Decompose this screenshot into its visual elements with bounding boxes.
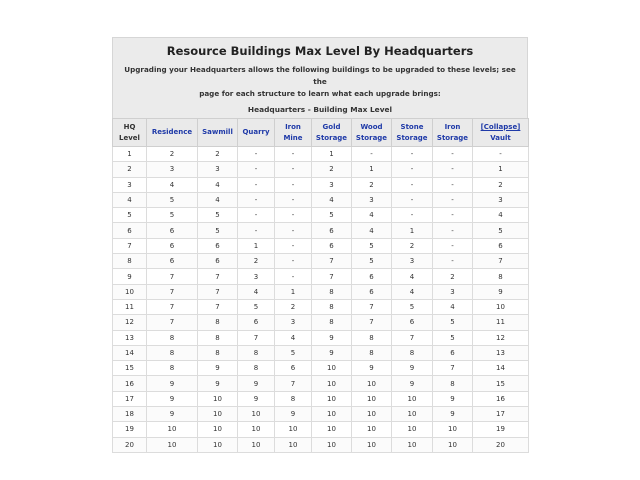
table-cell: - [433, 177, 473, 192]
table-cell: 3 [113, 177, 147, 192]
table-cell: - [392, 147, 433, 162]
table-cell: 10 [352, 407, 392, 422]
table-cell: 12 [113, 315, 147, 330]
table-cell: - [275, 238, 312, 253]
table-cell: 9 [275, 407, 312, 422]
table-cell: 7 [147, 299, 198, 314]
table-cell: 1 [275, 284, 312, 299]
table-cell: 9 [147, 391, 198, 406]
table-cell: 5 [433, 330, 473, 345]
table-cell: - [275, 223, 312, 238]
description [117, 64, 523, 100]
table-cell: 5 [198, 208, 238, 223]
table-cell: 4 [392, 284, 433, 299]
table-cell: 20 [473, 437, 529, 452]
table-cell: - [392, 192, 433, 207]
table-cell: 9 [352, 361, 392, 376]
table-cell: 6 [275, 361, 312, 376]
table-cell: 2 [433, 269, 473, 284]
table-cell: 10 [352, 422, 392, 437]
table-cell: 9 [433, 407, 473, 422]
table-cell: 8 [392, 345, 433, 360]
table-cell: 9 [392, 361, 433, 376]
table-cell: 4 [113, 192, 147, 207]
collapse-link[interactable]: [Collapse] [480, 122, 521, 131]
table-cell: 3 [473, 192, 529, 207]
table-cell: 8 [147, 345, 198, 360]
table-cell: 10 [433, 422, 473, 437]
table-cell: 10 [198, 437, 238, 452]
table-cell: - [433, 223, 473, 238]
table-cell: 7 [198, 269, 238, 284]
col-hq-level: HQ Level [113, 119, 147, 147]
table-cell: 9 [312, 330, 352, 345]
table-row [113, 330, 529, 345]
table-cell: 6 [312, 223, 352, 238]
col-residence-link[interactable]: Residence [147, 119, 198, 147]
table-cell: 10 [352, 391, 392, 406]
table-cell: 8 [352, 345, 392, 360]
table-cell: 10 [352, 437, 392, 452]
table-cell: 9 [198, 376, 238, 391]
table-cell: - [433, 238, 473, 253]
table-cell: 2 [352, 177, 392, 192]
table-cell: 7 [147, 315, 198, 330]
table-cell: - [433, 192, 473, 207]
table-cell: 5 [352, 254, 392, 269]
table-body [113, 147, 529, 453]
table-cell: 2 [275, 299, 312, 314]
table-cell: 9 [147, 376, 198, 391]
table-cell: 8 [238, 345, 275, 360]
page-title: Resource Buildings Max Level By Headquarters [166, 44, 474, 58]
panel-header [112, 37, 528, 118]
table-cell: 13 [113, 330, 147, 345]
table-cell: 6 [198, 238, 238, 253]
table-cell: 6 [147, 238, 198, 253]
table-cell: - [238, 162, 275, 177]
table-cell: 3 [147, 162, 198, 177]
table-cell: - [473, 147, 529, 162]
table-cell: - [275, 254, 312, 269]
table-cell: 10 [392, 391, 433, 406]
table-cell: 13 [473, 345, 529, 360]
table-cell: 4 [198, 177, 238, 192]
table-cell: 5 [275, 345, 312, 360]
table-cell: 10 [312, 422, 352, 437]
col-iron-storage-link[interactable]: Iron Storage [433, 119, 473, 147]
table-cell: 8 [312, 315, 352, 330]
table-cell: 5 [147, 192, 198, 207]
table-row [113, 407, 529, 422]
table-cell: 8 [473, 269, 529, 284]
table-cell: 10 [113, 284, 147, 299]
table-cell: 18 [113, 407, 147, 422]
table-cell: 2 [147, 147, 198, 162]
table-cell: 14 [113, 345, 147, 360]
table-cell: 10 [238, 422, 275, 437]
table-row [113, 437, 529, 452]
table-cell: 9 [238, 391, 275, 406]
table-row [113, 315, 529, 330]
table-cell: 9 [473, 284, 529, 299]
table-cell: 6 [392, 315, 433, 330]
table-cell: 6 [312, 238, 352, 253]
table-row [113, 238, 529, 253]
table-cell: 7 [147, 284, 198, 299]
table-cell: 7 [113, 238, 147, 253]
col-wood-storage-link[interactable]: Wood Storage [352, 119, 392, 147]
table-cell: 6 [198, 254, 238, 269]
table-cell: 8 [352, 330, 392, 345]
table-cell: 10 [238, 437, 275, 452]
table-cell: 11 [473, 315, 529, 330]
table-cell: 9 [312, 345, 352, 360]
table-cell: 7 [238, 330, 275, 345]
table-cell: 10 [392, 407, 433, 422]
table-cell: 10 [275, 422, 312, 437]
table-cell: 6 [352, 284, 392, 299]
table-cell: - [238, 147, 275, 162]
table-cell: 6 [147, 254, 198, 269]
table-cell: - [238, 177, 275, 192]
table-cell: 5 [473, 223, 529, 238]
table-row [113, 192, 529, 207]
table-cell: 7 [275, 376, 312, 391]
table-row [113, 299, 529, 314]
table-cell: - [238, 208, 275, 223]
table-cell: 15 [473, 376, 529, 391]
table-cell: 8 [147, 330, 198, 345]
table-cell: 3 [352, 192, 392, 207]
table-subtitle: Headquarters - Building Max Level [247, 105, 393, 114]
table-cell: 4 [238, 284, 275, 299]
col-quarry-link[interactable]: Quarry [238, 119, 275, 147]
table-cell: 9 [113, 269, 147, 284]
table-cell: - [433, 147, 473, 162]
table-row [113, 254, 529, 269]
table-cell: - [392, 177, 433, 192]
table-cell: 7 [312, 269, 352, 284]
vault-link[interactable]: Vault [490, 133, 511, 142]
table-cell: 2 [312, 162, 352, 177]
table-cell: 7 [352, 315, 392, 330]
table-cell: 2 [473, 177, 529, 192]
table-cell: 9 [433, 391, 473, 406]
table-cell: 10 [433, 437, 473, 452]
table-cell: 10 [312, 391, 352, 406]
table-cell: 6 [147, 223, 198, 238]
table-cell: - [238, 192, 275, 207]
table-cell: 3 [238, 269, 275, 284]
table-cell: 17 [473, 407, 529, 422]
table-row [113, 223, 529, 238]
table-cell: 1 [113, 147, 147, 162]
table-cell: 9 [198, 361, 238, 376]
table-row [113, 376, 529, 391]
table-cell: 1 [473, 162, 529, 177]
table-cell: 4 [352, 223, 392, 238]
table-cell: 19 [473, 422, 529, 437]
table-cell: 10 [392, 422, 433, 437]
table-row [113, 162, 529, 177]
table-cell: 8 [312, 284, 352, 299]
table-cell: 5 [113, 208, 147, 223]
table-cell: 6 [113, 223, 147, 238]
table-cell: - [275, 192, 312, 207]
table-cell: 16 [113, 376, 147, 391]
table-cell: 8 [312, 299, 352, 314]
table-row [113, 361, 529, 376]
table-cell: 4 [198, 192, 238, 207]
table-row [113, 422, 529, 437]
table-cell: 7 [433, 361, 473, 376]
table-cell: 1 [392, 223, 433, 238]
table-cell: 7 [392, 330, 433, 345]
table-cell: 7 [198, 299, 238, 314]
table-row [113, 269, 529, 284]
max-level-table [112, 118, 529, 453]
table-header-row [113, 119, 529, 147]
table-cell: 8 [198, 315, 238, 330]
table-cell: 6 [433, 345, 473, 360]
table-cell: 2 [238, 254, 275, 269]
table-cell: 10 [147, 422, 198, 437]
table-cell: 2 [392, 238, 433, 253]
table-cell: 11 [113, 299, 147, 314]
table-cell: 10 [392, 437, 433, 452]
table-cell: 3 [275, 315, 312, 330]
table-cell: 3 [433, 284, 473, 299]
table-cell: - [433, 254, 473, 269]
table-cell: 10 [312, 407, 352, 422]
table-cell: 5 [392, 299, 433, 314]
table-cell: 4 [352, 208, 392, 223]
table-cell: - [275, 208, 312, 223]
table-cell: 20 [113, 437, 147, 452]
col-vault [473, 119, 529, 147]
table-cell: 7 [198, 284, 238, 299]
table-row [113, 147, 529, 162]
table-cell: - [433, 162, 473, 177]
table-cell: 6 [238, 315, 275, 330]
table-cell: 2 [113, 162, 147, 177]
table-row [113, 177, 529, 192]
table-cell: 8 [198, 345, 238, 360]
table-cell: 2 [198, 147, 238, 162]
table-cell: 9 [392, 376, 433, 391]
table-cell: - [275, 162, 312, 177]
table-cell: 10 [198, 407, 238, 422]
table-cell: 8 [147, 361, 198, 376]
table-cell: 3 [198, 162, 238, 177]
col-stone-storage-link[interactable]: Stone Storage [392, 119, 433, 147]
col-sawmill-link[interactable]: Sawmill [198, 119, 238, 147]
table-cell: 5 [433, 315, 473, 330]
table-cell: 3 [312, 177, 352, 192]
table-cell: 10 [275, 437, 312, 452]
table-cell: 8 [198, 330, 238, 345]
table-cell: 10 [312, 376, 352, 391]
table-cell: 10 [198, 422, 238, 437]
table-cell: - [433, 208, 473, 223]
table-cell: 17 [113, 391, 147, 406]
table-cell: - [238, 223, 275, 238]
table-cell: 5 [147, 208, 198, 223]
table-cell: 4 [433, 299, 473, 314]
table-cell: - [275, 269, 312, 284]
table-row [113, 345, 529, 360]
table-cell: 4 [473, 208, 529, 223]
table-cell: 8 [238, 361, 275, 376]
table-cell: 8 [275, 391, 312, 406]
description-line-2: page for each structure to learn what each upgrade brings: [199, 89, 441, 98]
table-cell: 4 [312, 192, 352, 207]
table-cell: 6 [473, 238, 529, 253]
table-cell: 5 [198, 223, 238, 238]
table-cell: 10 [312, 361, 352, 376]
table-cell: - [352, 147, 392, 162]
table-cell: - [275, 147, 312, 162]
table-cell: - [392, 208, 433, 223]
table-cell: 5 [238, 299, 275, 314]
table-cell: 16 [473, 391, 529, 406]
table-cell: 7 [147, 269, 198, 284]
table-cell: 8 [433, 376, 473, 391]
table-cell: 6 [352, 269, 392, 284]
table-cell: 7 [352, 299, 392, 314]
table-cell: 19 [113, 422, 147, 437]
col-gold-storage-link[interactable]: Gold Storage [312, 119, 352, 147]
description-line-1: Upgrading your Headquarters allows the following buildings to be upgraded to these levels; see the [124, 65, 516, 86]
table-cell: 8 [113, 254, 147, 269]
table-cell: 7 [312, 254, 352, 269]
table-cell: 10 [147, 437, 198, 452]
table-row [113, 391, 529, 406]
table-cell: 4 [147, 177, 198, 192]
table-cell: 5 [352, 238, 392, 253]
table-cell: 12 [473, 330, 529, 345]
table-cell: 9 [147, 407, 198, 422]
table-cell: 4 [392, 269, 433, 284]
table-cell: 5 [312, 208, 352, 223]
resource-buildings-panel [112, 37, 528, 453]
col-iron-mine-link[interactable]: Iron Mine [275, 119, 312, 147]
table-cell: 10 [352, 376, 392, 391]
table-cell: 10 [312, 437, 352, 452]
table-row [113, 208, 529, 223]
table-cell: 3 [392, 254, 433, 269]
table-cell: - [275, 177, 312, 192]
table-cell: 1 [352, 162, 392, 177]
table-cell: 1 [312, 147, 352, 162]
table-cell: 4 [275, 330, 312, 345]
table-cell: 10 [238, 407, 275, 422]
table-cell: 7 [473, 254, 529, 269]
table-cell: 9 [238, 376, 275, 391]
table-cell: - [392, 162, 433, 177]
table-cell: 10 [198, 391, 238, 406]
table-cell: 1 [238, 238, 275, 253]
table-cell: 10 [473, 299, 529, 314]
table-cell: 15 [113, 361, 147, 376]
table-cell: 14 [473, 361, 529, 376]
table-row [113, 284, 529, 299]
